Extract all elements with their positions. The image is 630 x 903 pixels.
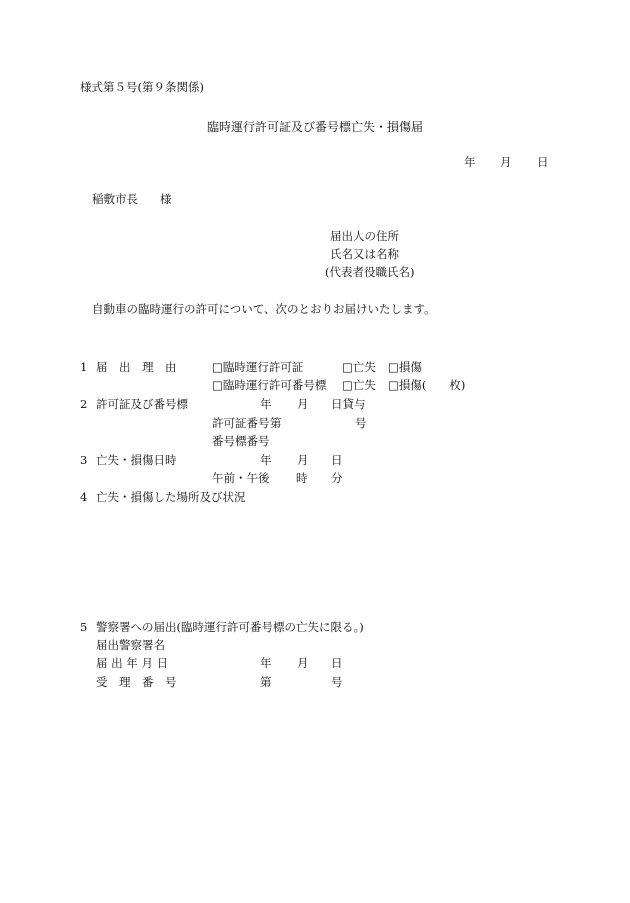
item-5-number: 5 xyxy=(80,620,88,634)
reason-option-plate-damaged: □損傷( 枚) xyxy=(388,378,466,392)
plate-number-label: 番号標番号 xyxy=(212,434,270,448)
item-3-label: 亡失・損傷日時 xyxy=(96,453,177,467)
permit-number-go: 号 xyxy=(355,416,367,430)
lend-day-label: 日貸与 xyxy=(331,397,366,411)
lend-month-label: 月 xyxy=(297,397,309,411)
police-day-label: 日 xyxy=(331,656,343,670)
applicant-name-label: 氏名又は名称 xyxy=(330,247,399,261)
item-4-number: 4 xyxy=(80,490,88,504)
applicant-address-label: 届出人の住所 xyxy=(330,229,399,243)
reason-option-plate-lost: □亡失 xyxy=(342,378,376,392)
police-date-label: 届 出 年 月 日 xyxy=(96,656,169,670)
item-2-number: 2 xyxy=(80,397,88,411)
loss-ampm-label: 午前・午後 xyxy=(212,471,270,485)
item-3-number: 3 xyxy=(80,453,88,467)
item-4-label: 亡失・損傷した場所及び状況 xyxy=(96,490,246,504)
loss-minute-label: 分 xyxy=(331,471,343,485)
addressee-honorific: 様 xyxy=(160,192,172,206)
item-2-label: 許可証及び番号標 xyxy=(96,397,188,411)
date-month-label: 月 xyxy=(500,155,512,169)
date-year-label: 年 xyxy=(464,155,476,169)
reason-option-plate: □臨時運行許可番号標 xyxy=(212,378,327,392)
permit-number-label: 許可証番号 xyxy=(212,416,270,430)
document-title: 臨時運行許可証及び番号標亡失・損傷届 xyxy=(207,120,424,134)
item-1-number: 1 xyxy=(80,360,88,374)
form-label: 様式第５号(第９条関係) xyxy=(80,80,204,94)
permit-number-dai: 第 xyxy=(270,416,282,430)
reason-option-permit-damaged: □損傷 xyxy=(388,360,422,374)
item-5-label: 警察署への届出(臨時運行許可番号標の亡失に限る。) xyxy=(96,620,364,634)
receipt-number-label: 受 理 番 号 xyxy=(96,675,177,689)
item-1-label: 届 出 理 由 xyxy=(96,360,177,374)
loss-day-label: 日 xyxy=(331,453,343,467)
reason-option-permit: □臨時運行許可証 xyxy=(212,360,304,374)
police-month-label: 月 xyxy=(297,656,309,670)
loss-month-label: 月 xyxy=(297,453,309,467)
receipt-number-dai: 第 xyxy=(260,675,272,689)
receipt-number-go: 号 xyxy=(331,675,343,689)
addressee-name: 稲敷市長 xyxy=(92,192,138,206)
police-station-label: 届出警察署名 xyxy=(96,638,165,652)
loss-hour-label: 時 xyxy=(296,471,308,485)
date-day-label: 日 xyxy=(537,155,549,169)
loss-year-label: 年 xyxy=(260,453,272,467)
police-year-label: 年 xyxy=(260,656,272,670)
applicant-representative-label: (代表者役職氏名) xyxy=(325,265,415,279)
reason-option-permit-lost: □亡失 xyxy=(342,360,376,374)
intro-text: 自動車の臨時運行の許可について、次のとおりお届けいたします。 xyxy=(92,302,436,316)
lend-year-label: 年 xyxy=(260,397,272,411)
